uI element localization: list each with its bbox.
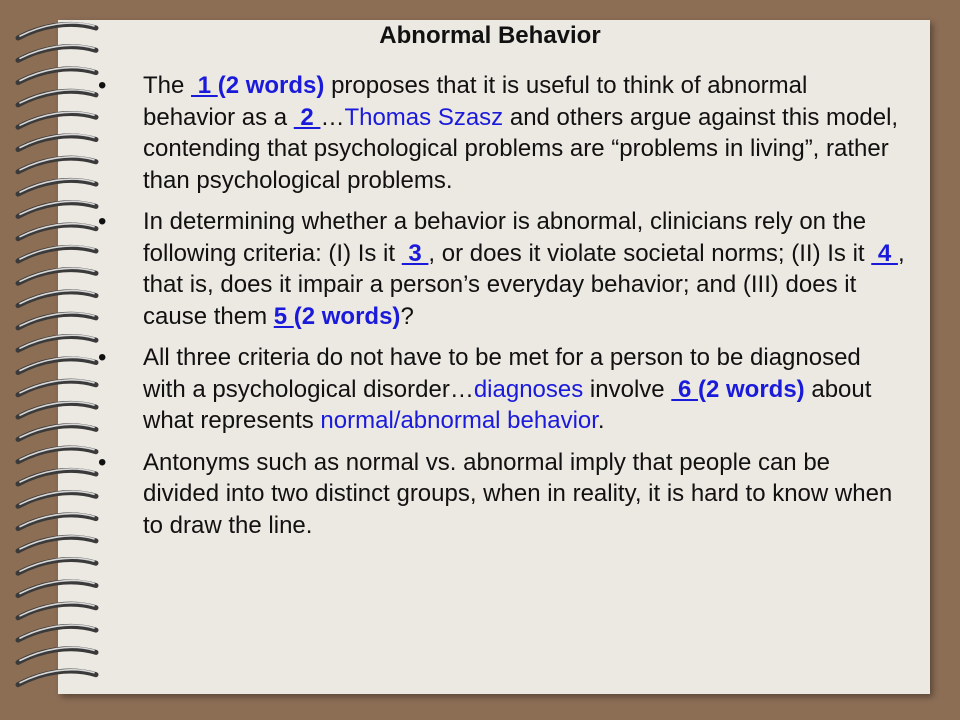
- slide-title: Abnormal Behavior: [379, 22, 601, 49]
- bullet-text: , or does it violate societal norms; (II) Is it: [428, 239, 872, 267]
- blank-2: 2: [293, 103, 321, 131]
- bullet-text: …: [320, 103, 345, 131]
- blank-5-number: 5: [273, 302, 294, 330]
- bullet-text: ?: [400, 302, 414, 330]
- blank-4: 4: [871, 239, 898, 267]
- bullet-text: All three criteria do not have to be met for a person to be diagnosed with a psychological disorder…: [143, 344, 861, 403]
- blank-6-number: 6: [671, 375, 698, 403]
- blank-1-hint: (2 words): [217, 72, 325, 99]
- bullet-text: In determining whether a behavior is abnormal, clinicians rely on the following criteria: (I) Is it: [143, 208, 867, 267]
- blank-1-number: 1: [191, 72, 218, 99]
- bullet-list: [86, 70, 906, 551]
- bullet-item: [86, 447, 906, 542]
- highlight-text: normal/abnormal behavior: [320, 407, 598, 434]
- bullet-text: involve: [583, 375, 672, 403]
- blank-5: [274, 303, 401, 330]
- highlight-text: Thomas Szasz: [344, 103, 504, 131]
- blank-3: 3: [401, 239, 429, 267]
- bullet-item: [86, 70, 906, 196]
- blank-1: [191, 72, 324, 99]
- blank-6-hint: (2 words): [697, 375, 805, 403]
- highlight-text: diagnoses: [473, 375, 584, 403]
- blank-6: [671, 376, 804, 403]
- bullet-item: [86, 342, 906, 437]
- blank-5-hint: (2 words): [293, 302, 401, 330]
- bullet-text: Antonyms such as normal vs. abnormal imply that people can be divided into two distinct groups, when in reality, it is hard to know when to draw the line.: [143, 448, 893, 539]
- bullet-text: proposes that it is useful to think of abnormal behavior as a: [143, 72, 808, 131]
- bullet-text: , that is, does it impair a person’s everyday behavior; and (III) does it cause them: [143, 239, 905, 330]
- bullet-text: The: [143, 72, 192, 99]
- bullet-text: and others argue against this model, contending that psychological problems are “problems in living”, rather than psychological problems.: [143, 103, 899, 194]
- bullet-text: about what represents: [143, 375, 872, 434]
- bullet-text: .: [597, 407, 605, 434]
- bullet-item: [86, 206, 906, 332]
